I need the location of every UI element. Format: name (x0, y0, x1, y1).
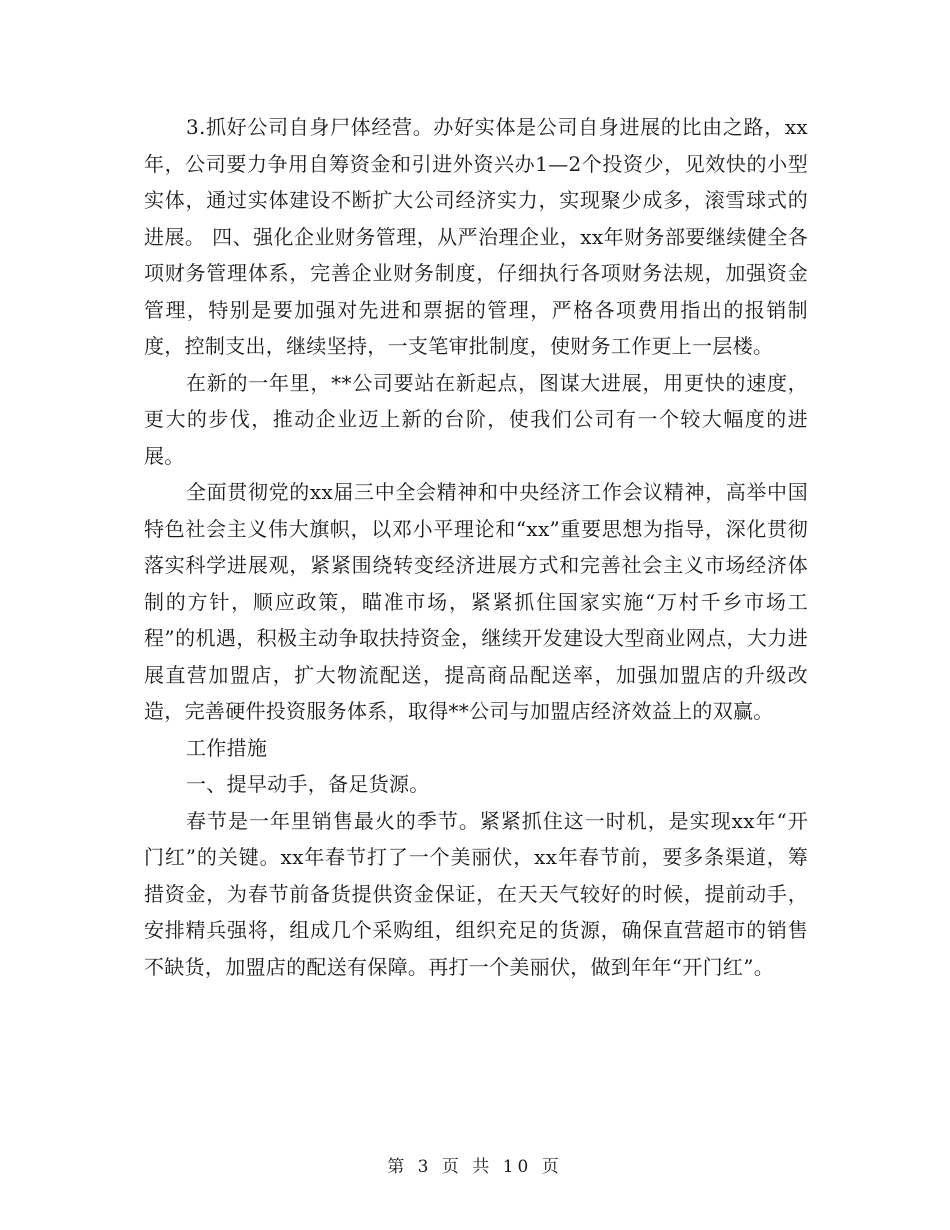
paragraph-finance-management: 3.抓好公司自身尸体经营。办好实体是公司自身进展的比由之路，xx年，公司要力争用自筹资金和引进外资兴办1—2个投资少，见效快的小型实体，通过实体建设不断扩大公司经济实力，实现聚少成多，滚雪球式的进展。 四、强化企业财务管理，从严治理企业，xx年财务部要继续健全各项财务管理体系，完善企业财务制度，仔细执行各项财务法规，加强资金管理，特别是要加强对先进和票据的管理，严格各项费用指出的报销制度，控制支出，继续坚持，一支笔审批制度，使财务工作更上一层楼。 (144, 115, 808, 358)
subheading-prepare-goods: 一、提早动手，备足货源。 (186, 772, 430, 796)
paragraph-spring-festival: 春节是一年里销售最火的季节。紧紧抓住这一时机，是实现xx年“开门红”的关键。xx年春节打了一个美丽伏，xx年春节前，要多条渠道，筹措资金，为春节前备货提供资金保证，在天天气较好的时候，提前动手，安排精兵强将，组成几个采购组，组织充足的货源，确保直营超市的销售不缺货，加盟店的配送有保障。再打一个美丽伏，做到年年“开门红”。 (144, 808, 808, 979)
paragraph-new-year-goal: 在新的一年里，**公司要站在新起点，图谋大进展，用更快的速度，更大的步伐，推动企业迈上新的台阶，使我们公司有一个较大幅度的进展。 (144, 370, 808, 468)
paragraph-guiding-principle: 全面贯彻党的xx届三中全会精神和中央经济工作会议精神，高举中国特色社会主义伟大旗帜，以邓小平理论和“xx”重要思想为指导，深化贯彻落实科学进展观，紧紧围绕转变经济进展方式和完善社会主义市场经济体制的方针，顺应政策，瞄准市场，紧紧抓住国家实施“万村千乡市场工程”的机遇，积极主动争取扶持资金，继续开发建设大型商业网点，大力进展直营加盟店，扩大物流配送，提高商品配送率，加强加盟店的升级改造，完善硬件投资服务体系，取得**公司与加盟店经济效益上的双赢。 (144, 480, 808, 723)
document-page (144, 109, 808, 985)
page-number-footer: 第 3 页 共 10 页 (387, 1157, 563, 1177)
section-heading-work-measures: 工作措施 (186, 735, 268, 760)
